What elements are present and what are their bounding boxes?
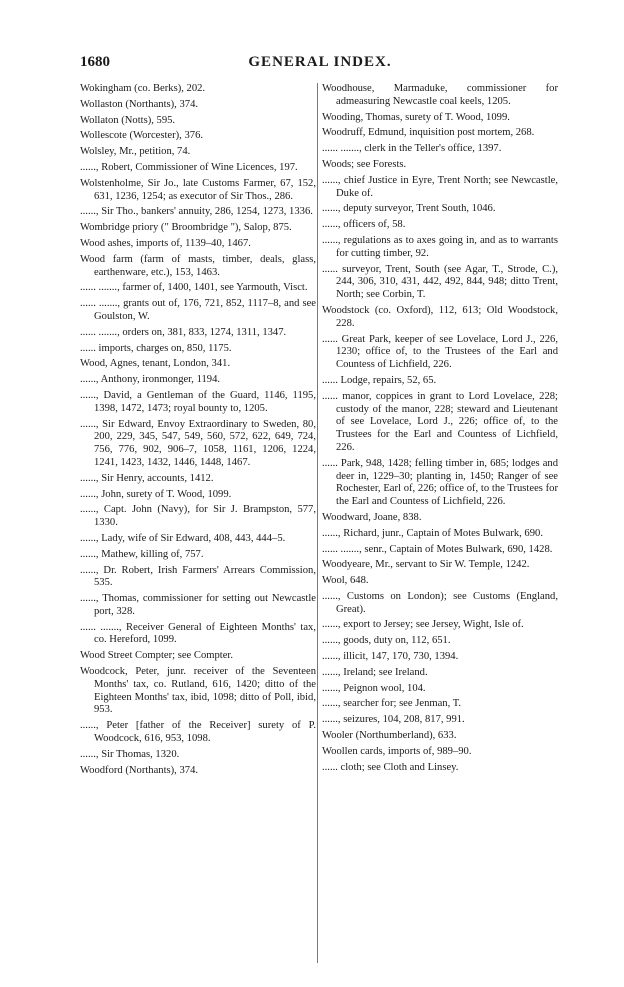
- index-entry: ......, Capt. John (Navy), for Sir J. Brampston, 577, 1330.: [80, 504, 316, 529]
- index-entry: Woodhouse, Marmaduke, commissioner for admeasuring Newcastle coal keels, 1205.: [322, 83, 558, 107]
- index-entry: ...... ......., grants out of, 176, 721, 852, 1117–8, and see Goulston, W.: [80, 298, 316, 322]
- index-entry: Wooding, Thomas, surety of T. Wood, 1099.: [322, 111, 510, 123]
- index-entry: Wood, Agnes, tenant, London, 341.: [80, 358, 231, 370]
- index-entry: ......, chief Justice in Eyre, Trent North; see Newcastle, Duke of.: [322, 174, 558, 199]
- index-entry: ......, Thomas, commissioner for setting out Newcastle port, 328.: [80, 593, 316, 617]
- index-entry: ......, regulations as to axes going in, and as to warrants for cutting timber, 92.: [322, 234, 558, 259]
- column-divider: [317, 83, 318, 963]
- index-entry: Woodward, Joane, 838.: [322, 511, 422, 523]
- index-entry: ......, Mathew, killing of, 757.: [80, 548, 204, 560]
- index-entry: Wombridge priory (" Broombridge "), Salop, 875.: [80, 222, 292, 234]
- index-entry: ...... ......., orders on, 381, 833, 1274, 1311, 1347.: [80, 326, 287, 338]
- index-entry: Wood ashes, imports of, 1139–40, 1467.: [80, 237, 251, 249]
- index-entry: ......, seizures, 104, 208, 817, 991.: [322, 714, 465, 726]
- index-entry: ......, Sir Edward, Envoy Extraordinary to Sweden, 80, 200, 229, 345, 547, 549, 560, 572, 622, 649, 724, 756, 776, 902, 906–7, 1058, 1161, 1206, 1224, 1241, 1423, 1432, 1446, 1448, 1467.: [80, 418, 316, 468]
- right-index-column: [322, 83, 558, 777]
- index-entry: ......, Dr. Robert, Irish Farmers' Arrears Commission, 535.: [80, 564, 316, 589]
- index-entry: Woodstock (co. Oxford), 112, 613; Old Woodstock, 228.: [322, 304, 558, 329]
- left-index-column: [80, 83, 316, 780]
- index-entry: ...... ......., farmer of, 1400, 1401, see Yarmouth, Visct.: [80, 282, 308, 294]
- index-entry: ...... imports, charges on, 850, 1175.: [80, 342, 232, 354]
- index-entry: Wood Street Compter; see Compter.: [80, 650, 234, 662]
- index-entry: Woollen cards, imports of, 989–90.: [322, 745, 472, 757]
- index-entry: ......, export to Jersey; see Jersey, Wight, Isle of.: [322, 619, 524, 631]
- index-entry: Wollaston (Northants), 374.: [80, 98, 199, 110]
- index-entry: ...... ......., senr., Captain of Motes Bulwark, 690, 1428.: [322, 543, 553, 555]
- index-entry: ...... Lodge, repairs, 52, 65.: [322, 374, 437, 386]
- index-entry: ......, searcher for; see Jenman, T.: [322, 698, 462, 710]
- index-entry: ......, illicit, 147, 170, 730, 1394.: [322, 651, 459, 663]
- index-entry: ......, Peignon wool, 104.: [322, 682, 426, 694]
- index-entry: Woodyeare, Mr., servant to Sir W. Temple, 1242.: [322, 559, 530, 571]
- index-entry: Wolstenholme, Sir Jo., late Customs Farmer, 67, 152, 631, 1236, 1254; as executor of Sir Thos., 286.: [80, 177, 316, 202]
- index-entry: Wollaton (Notts), 595.: [80, 114, 176, 126]
- index-entry: ......, Sir Tho., bankers' annuity, 286, 1254, 1273, 1336.: [80, 206, 313, 218]
- index-entry: ......, Peter [father of the Receiver] surety of P. Woodcock, 616, 953, 1098.: [80, 720, 316, 745]
- index-entry: ......, Sir Henry, accounts, 1412.: [80, 472, 214, 484]
- index-entry: ......, Richard, junr., Captain of Motes Bulwark, 690.: [322, 527, 543, 539]
- index-entry: Woodford (Northants), 374.: [80, 764, 199, 776]
- index-entry: Wokingham (co. Berks), 202.: [80, 83, 206, 94]
- index-entry: Woodruff, Edmund, inquisition post mortem, 268.: [322, 127, 535, 139]
- index-entry: Wollescote (Worcester), 376.: [80, 130, 204, 142]
- index-entry: Wooler (Northumberland), 633.: [322, 730, 457, 742]
- index-entry: ......, Customs on London); see Customs (England, Great).: [322, 590, 558, 615]
- index-entry: ......, David, a Gentleman of the Guard, 1146, 1195, 1398, 1472, 1473; royal bounty to, 1205.: [80, 389, 316, 414]
- index-entry: Wood farm (farm of masts, timber, deals, glass, earthenware, etc.), 153, 1463.: [80, 253, 316, 278]
- index-entry: ......, Anthony, ironmonger, 1194.: [80, 374, 221, 386]
- index-entry: ...... ......., Receiver General of Eighteen Months' tax, co. Hereford, 1099.: [80, 621, 316, 646]
- index-entry: ......, Sir Thomas, 1320.: [80, 748, 180, 760]
- index-entry: Wool, 648.: [322, 575, 369, 587]
- index-entry: ......, Robert, Commissioner of Wine Licences, 197.: [80, 161, 298, 173]
- index-entry: ...... ......., clerk in the Teller's office, 1397.: [322, 143, 502, 155]
- index-entry: ......, deputy surveyor, Trent South, 1046.: [322, 203, 496, 215]
- index-entry: ...... surveyor, Trent, South (see Agar, T., Strode, C.), 244, 306, 310, 431, 442, 492, 844, 948; ditto Trent, North; see Corbin, T.: [322, 263, 558, 301]
- index-entry: ...... Great Park, keeper of see Lovelace, Lord J., 226, 1230; office of, to the Trustees of the Earl and Countess of Lichfield, 226.: [322, 333, 558, 371]
- index-entry: Woodcock, Peter, junr. receiver of the Seventeen Months' tax, co. Rutland, 616, 1420; ditto of the Eighteen Months' tax, ibid, 1098; ditto of Poll, ibid, 953.: [80, 666, 316, 716]
- index-entry: ...... manor, coppices in grant to Lord Lovelace, 228; custody of the manor, 228; steward and Lieutenant of see Lovelace, Lord J., 226; office of, to the Trustees for the Earl and Countess of Lichfield, 226.: [322, 390, 558, 453]
- index-entry: ......, Lady, wife of Sir Edward, 408, 443, 444–5.: [80, 532, 286, 544]
- index-entry: ...... Park, 948, 1428; felling timber in, 685; lodges and deer in, 1229–30; planting in, 1450; Ranger of see Rochester, Earl of, 226; office of, to the Trustees for the Earl and Countess of Lichfield, 226.: [322, 457, 558, 508]
- index-entry: ......, goods, duty on, 112, 651.: [322, 635, 451, 647]
- index-entry: Wolsley, Mr., petition, 74.: [80, 146, 191, 158]
- index-entry: ......, Ireland; see Ireland.: [322, 666, 428, 678]
- index-entry: ...... cloth; see Cloth and Linsey.: [322, 761, 459, 773]
- page-number: 1680: [80, 54, 110, 70]
- page-title: GENERAL INDEX.: [248, 54, 392, 70]
- index-entry: Woods; see Forests.: [322, 158, 407, 170]
- index-entry: ......, John, surety of T. Wood, 1099.: [80, 488, 232, 500]
- page-header: [80, 54, 560, 76]
- index-entry: ......, officers of, 58.: [322, 219, 406, 231]
